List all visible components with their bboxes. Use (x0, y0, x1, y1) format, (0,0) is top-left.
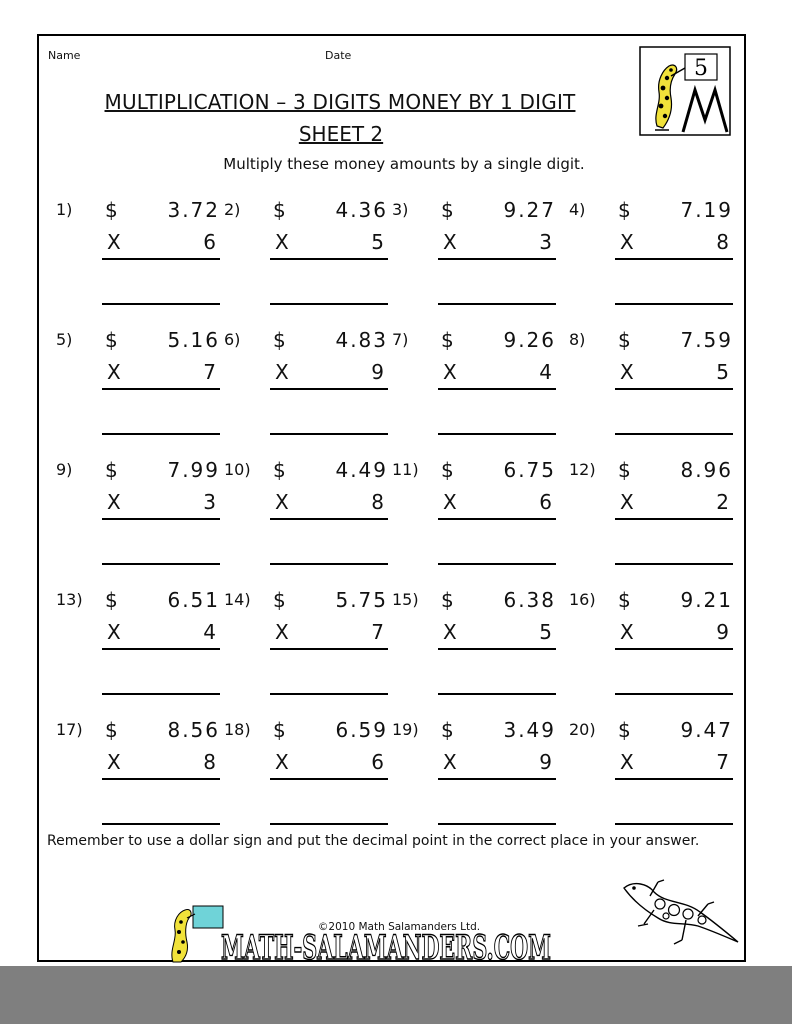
answer-line[interactable] (438, 303, 556, 305)
problem-number: 20) (569, 720, 596, 739)
problem-number: 13) (56, 590, 83, 609)
multiplier: 9 (539, 750, 552, 774)
multiplier: 5 (371, 230, 384, 254)
times-sign: X (620, 230, 634, 254)
name-label: Name (48, 49, 81, 62)
money-amount: 9.21 (680, 588, 733, 612)
problem (224, 588, 388, 700)
answer-line[interactable] (438, 823, 556, 825)
problem (56, 198, 220, 310)
problem (569, 328, 733, 440)
dollar-sign: $ (273, 458, 286, 482)
money-amount: 8.96 (680, 458, 733, 482)
dollar-sign: $ (441, 718, 454, 742)
problem-number: 19) (392, 720, 419, 739)
answer-line[interactable] (102, 303, 220, 305)
problem (56, 718, 220, 830)
worksheet-page (37, 34, 746, 962)
money-amount: 6.59 (335, 718, 388, 742)
dollar-sign: $ (441, 458, 454, 482)
problem (569, 718, 733, 830)
multiplier: 6 (539, 490, 552, 514)
problem (56, 328, 220, 440)
problem (392, 718, 556, 830)
operation-line (615, 518, 733, 520)
operation-line (270, 258, 388, 260)
multiplier: 6 (203, 230, 216, 254)
answer-line[interactable] (270, 433, 388, 435)
problem-number: 14) (224, 590, 251, 609)
money-amount: 4.36 (335, 198, 388, 222)
multiplier: 9 (371, 360, 384, 384)
money-amount: 4.49 (335, 458, 388, 482)
money-amount: 4.83 (335, 328, 388, 352)
problem-number: 10) (224, 460, 251, 479)
problem-number: 17) (56, 720, 83, 739)
times-sign: X (275, 490, 289, 514)
multiplier: 3 (539, 230, 552, 254)
operation-line (438, 648, 556, 650)
times-sign: X (275, 360, 289, 384)
dollar-sign: $ (105, 458, 118, 482)
operation-line (615, 648, 733, 650)
dollar-sign: $ (273, 198, 286, 222)
operation-line (102, 518, 220, 520)
instructions-text: Multiply these money amounts by a single digit. (223, 155, 585, 173)
operation-line (438, 778, 556, 780)
operation-line (270, 648, 388, 650)
operation-line (102, 648, 220, 650)
multiplier: 4 (539, 360, 552, 384)
money-amount: 9.26 (503, 328, 556, 352)
logo-board (193, 906, 223, 928)
answer-line[interactable] (102, 823, 220, 825)
dollar-sign: $ (441, 588, 454, 612)
dollar-sign: $ (273, 328, 286, 352)
salamander-illustration (614, 876, 744, 951)
problem-number: 12) (569, 460, 596, 479)
answer-line[interactable] (438, 693, 556, 695)
times-sign: X (443, 490, 457, 514)
problem-number: 7) (392, 330, 409, 349)
money-amount: 9.47 (680, 718, 733, 742)
multiplier: 7 (716, 750, 729, 774)
problem (224, 328, 388, 440)
operation-line (102, 778, 220, 780)
problem (392, 198, 556, 310)
answer-line[interactable] (615, 433, 733, 435)
problem (392, 458, 556, 570)
problem-number: 18) (224, 720, 251, 739)
money-amount: 3.49 (503, 718, 556, 742)
times-sign: X (620, 750, 634, 774)
problem (224, 458, 388, 570)
answer-line[interactable] (438, 433, 556, 435)
answer-line[interactable] (102, 563, 220, 565)
problem-number: 2) (224, 200, 241, 219)
problem-number: 3) (392, 200, 409, 219)
level-number: 5 (694, 56, 708, 81)
answer-line[interactable] (615, 693, 733, 695)
problem (392, 328, 556, 440)
dollar-sign: $ (618, 718, 631, 742)
dollar-sign: $ (441, 198, 454, 222)
multiplier: 8 (203, 750, 216, 774)
problem (569, 458, 733, 570)
multiplier: 5 (539, 620, 552, 644)
problem-number: 5) (56, 330, 73, 349)
answer-line[interactable] (270, 563, 388, 565)
footer-band (0, 966, 792, 1024)
dollar-sign: $ (441, 328, 454, 352)
multiplier: 7 (203, 360, 216, 384)
money-amount: 7.19 (680, 198, 733, 222)
worksheet-title: MULTIPLICATION – 3 DIGITS MONEY BY 1 DIGIT (104, 90, 576, 114)
multiplier: 7 (371, 620, 384, 644)
problem (56, 588, 220, 700)
problem-number: 16) (569, 590, 596, 609)
operation-line (615, 388, 733, 390)
money-amount: 6.75 (503, 458, 556, 482)
money-amount: 7.99 (167, 458, 220, 482)
operation-line (102, 258, 220, 260)
multiplier: 5 (716, 360, 729, 384)
multiplier: 9 (716, 620, 729, 644)
multiplier: 8 (716, 230, 729, 254)
problem-number: 6) (224, 330, 241, 349)
answer-line[interactable] (102, 433, 220, 435)
problem-number: 11) (392, 460, 419, 479)
problem (569, 588, 733, 700)
times-sign: X (275, 620, 289, 644)
times-sign: X (107, 750, 121, 774)
times-sign: X (443, 750, 457, 774)
copyright-text: ©2010 Math Salamanders Ltd. (317, 921, 481, 933)
times-sign: X (275, 750, 289, 774)
dollar-sign: $ (273, 588, 286, 612)
logo-salamander-icon (172, 906, 223, 962)
problem (392, 588, 556, 700)
money-amount: 5.75 (335, 588, 388, 612)
reminder-text: Remember to use a dollar sign and put the decimal point in the correct place in your answer. (47, 833, 700, 849)
multiplier: 8 (371, 490, 384, 514)
problem-grid (39, 36, 744, 960)
dollar-sign: $ (105, 198, 118, 222)
operation-line (270, 778, 388, 780)
logo-text: MATH-SALAMANDERS.COM (221, 928, 551, 964)
operation-line (270, 518, 388, 520)
operation-line (438, 388, 556, 390)
problem-number: 8) (569, 330, 586, 349)
times-sign: X (620, 620, 634, 644)
times-sign: X (443, 360, 457, 384)
times-sign: X (107, 620, 121, 644)
answer-line[interactable] (270, 693, 388, 695)
problem-number: 4) (569, 200, 586, 219)
problem (56, 458, 220, 570)
multiplier: 4 (203, 620, 216, 644)
operation-line (438, 258, 556, 260)
times-sign: X (275, 230, 289, 254)
dollar-sign: $ (105, 588, 118, 612)
operation-line (270, 388, 388, 390)
operation-line (615, 258, 733, 260)
answer-line[interactable] (615, 563, 733, 565)
answer-line[interactable] (615, 823, 733, 825)
money-amount: 3.72 (167, 198, 220, 222)
dollar-sign: $ (273, 718, 286, 742)
answer-line[interactable] (438, 563, 556, 565)
dollar-sign: $ (105, 328, 118, 352)
problem-number: 1) (56, 200, 73, 219)
dollar-sign: $ (105, 718, 118, 742)
operation-line (615, 778, 733, 780)
times-sign: X (107, 230, 121, 254)
problem-number: 9) (56, 460, 73, 479)
dollar-sign: $ (618, 458, 631, 482)
worksheet-subtitle: SHEET 2 (298, 122, 384, 146)
answer-line[interactable] (102, 693, 220, 695)
answer-line[interactable] (270, 823, 388, 825)
operation-line (438, 518, 556, 520)
problem (224, 718, 388, 830)
operation-line (102, 388, 220, 390)
multiplier: 2 (716, 490, 729, 514)
site-logo (159, 904, 559, 964)
money-amount: 6.51 (167, 588, 220, 612)
answer-line[interactable] (615, 303, 733, 305)
multiplier: 3 (203, 490, 216, 514)
problem (224, 198, 388, 310)
money-amount: 5.16 (167, 328, 220, 352)
date-label: Date (325, 49, 352, 62)
dollar-sign: $ (618, 328, 631, 352)
times-sign: X (107, 360, 121, 384)
times-sign: X (443, 230, 457, 254)
dollar-sign: $ (618, 588, 631, 612)
times-sign: X (443, 620, 457, 644)
money-amount: 7.59 (680, 328, 733, 352)
money-amount: 9.27 (503, 198, 556, 222)
dollar-sign: $ (618, 198, 631, 222)
times-sign: X (620, 360, 634, 384)
problem (569, 198, 733, 310)
answer-line[interactable] (270, 303, 388, 305)
problem-number: 15) (392, 590, 419, 609)
times-sign: X (107, 490, 121, 514)
money-amount: 6.38 (503, 588, 556, 612)
times-sign: X (620, 490, 634, 514)
multiplier: 6 (371, 750, 384, 774)
money-amount: 8.56 (167, 718, 220, 742)
